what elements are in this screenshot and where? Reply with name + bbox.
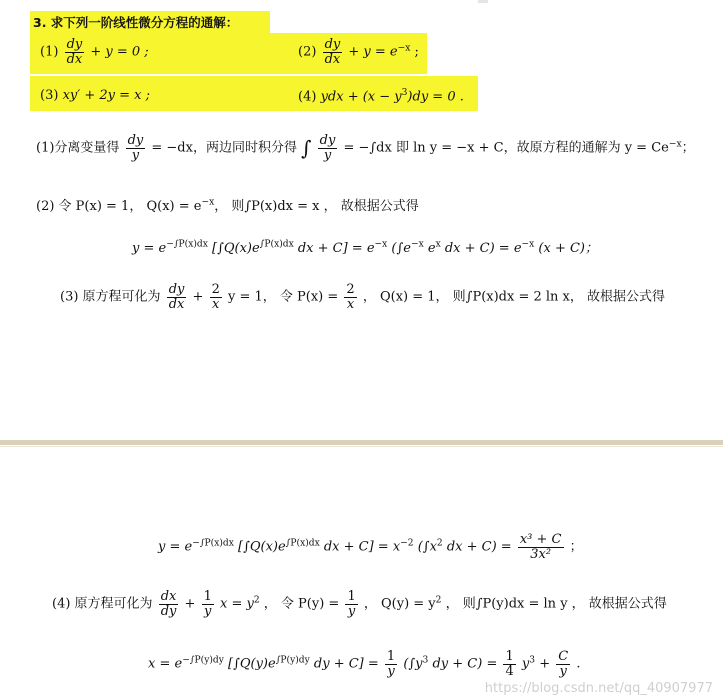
problem-2-fraction: $\frac{dy}{dx}$ — [324, 37, 341, 67]
problem-3 — [40, 88, 150, 103]
solution-3-formula: $y = e^{-\int P(x)dx}$ [$\int Q(x)e^{\int P(x)dx}$ dx + $C] = x^{-2}$ ($\int x^2$ dx + C) = $\frac{\text{x³ + C}}{\text{3x²}}$ ； — [158, 532, 583, 562]
solution-3: (3) 原方程可化为 $\frac{dy}{dx}$ + $\frac{2}{x}$ y = 1， 令 P(x) = $\frac{2}{x}$ ， Q(x) = 1， 则∫P(x)dx = 2 ln x， 故根据公式得 — [60, 282, 666, 312]
problem-4-label: (4) — [298, 89, 317, 105]
problem-4: (4) ydx + $(x - y^3)dy = 0$ . — [298, 88, 464, 105]
solution-2-line-2: $y = e^{-\int P(x)dx}$ [$\int Q(x)e^{\int P(x)dx}$ dx + $C] = e^{-x}$ ($\int e^{-x}$ $e^x$ dx + $C) = e^{-x}$ (x + C)； — [132, 239, 599, 256]
problem-1 — [40, 38, 149, 66]
problem-1-rest: + y = 0 ; — [90, 44, 149, 60]
problem-1-fraction: $\frac{dy}{dx}$ — [66, 37, 83, 67]
solution-4-formula: $x = e^{-\int P(y)dy}$ [$\int Q(y)e^{\int P(y)dy}$ dy + C] = $\frac{1}{y}$ ($\int y^3$ dy + C) = $\frac{1}{4}$ $y^3$ + $\frac{C}{y}$ . — [148, 649, 581, 679]
solution-2-line-1: (2) 令 P(x) = 1， $Q(x) = e^{-x}$， 则∫P(x)dx = x ， 故根据公式得 — [36, 197, 419, 214]
watermark: https://blog.csdn.net/qq_40907977 — [484, 681, 713, 696]
problem-2: (2) $\frac{dy}{dx}$ + $y = e^{-x}$ ; — [298, 37, 419, 67]
problem-1-label: (1) — [40, 44, 59, 60]
section-title: 3. 求下列一阶线性微分方程的通解： — [33, 15, 239, 30]
page-separator — [0, 440, 723, 445]
top-edge-mark — [478, 0, 488, 3]
problem-3-text: xy′ + 2y = x ; — [62, 88, 150, 103]
solution-1: (1)分离变量得 $\frac{dy}{y}$ = −dx，两边同时积分得 ∫ $\frac{dy}{y}$ = −∫dx 即 ln y = −x + C，故原方程的通解为 $y = Ce^{-x}$； — [36, 133, 695, 163]
problem-3-label: (3) — [40, 88, 59, 103]
problem-2-label: (2) — [298, 44, 317, 60]
page-separator-shadow — [0, 446, 723, 447]
problem-2-rest: + y = e — [348, 44, 398, 60]
problem-4-text: ydx + (x − y — [320, 89, 402, 105]
solution-4: (4) 原方程可化为 $\frac{dx}{dy}$ + $\frac{1}{y}$ $x = y^2$ ， 令 P(y) = $\frac{1}{y}$ ， $Q(y) = y^2$ ， 则∫P(y)dx = ln y ， 故根据公式得 — [52, 589, 667, 619]
